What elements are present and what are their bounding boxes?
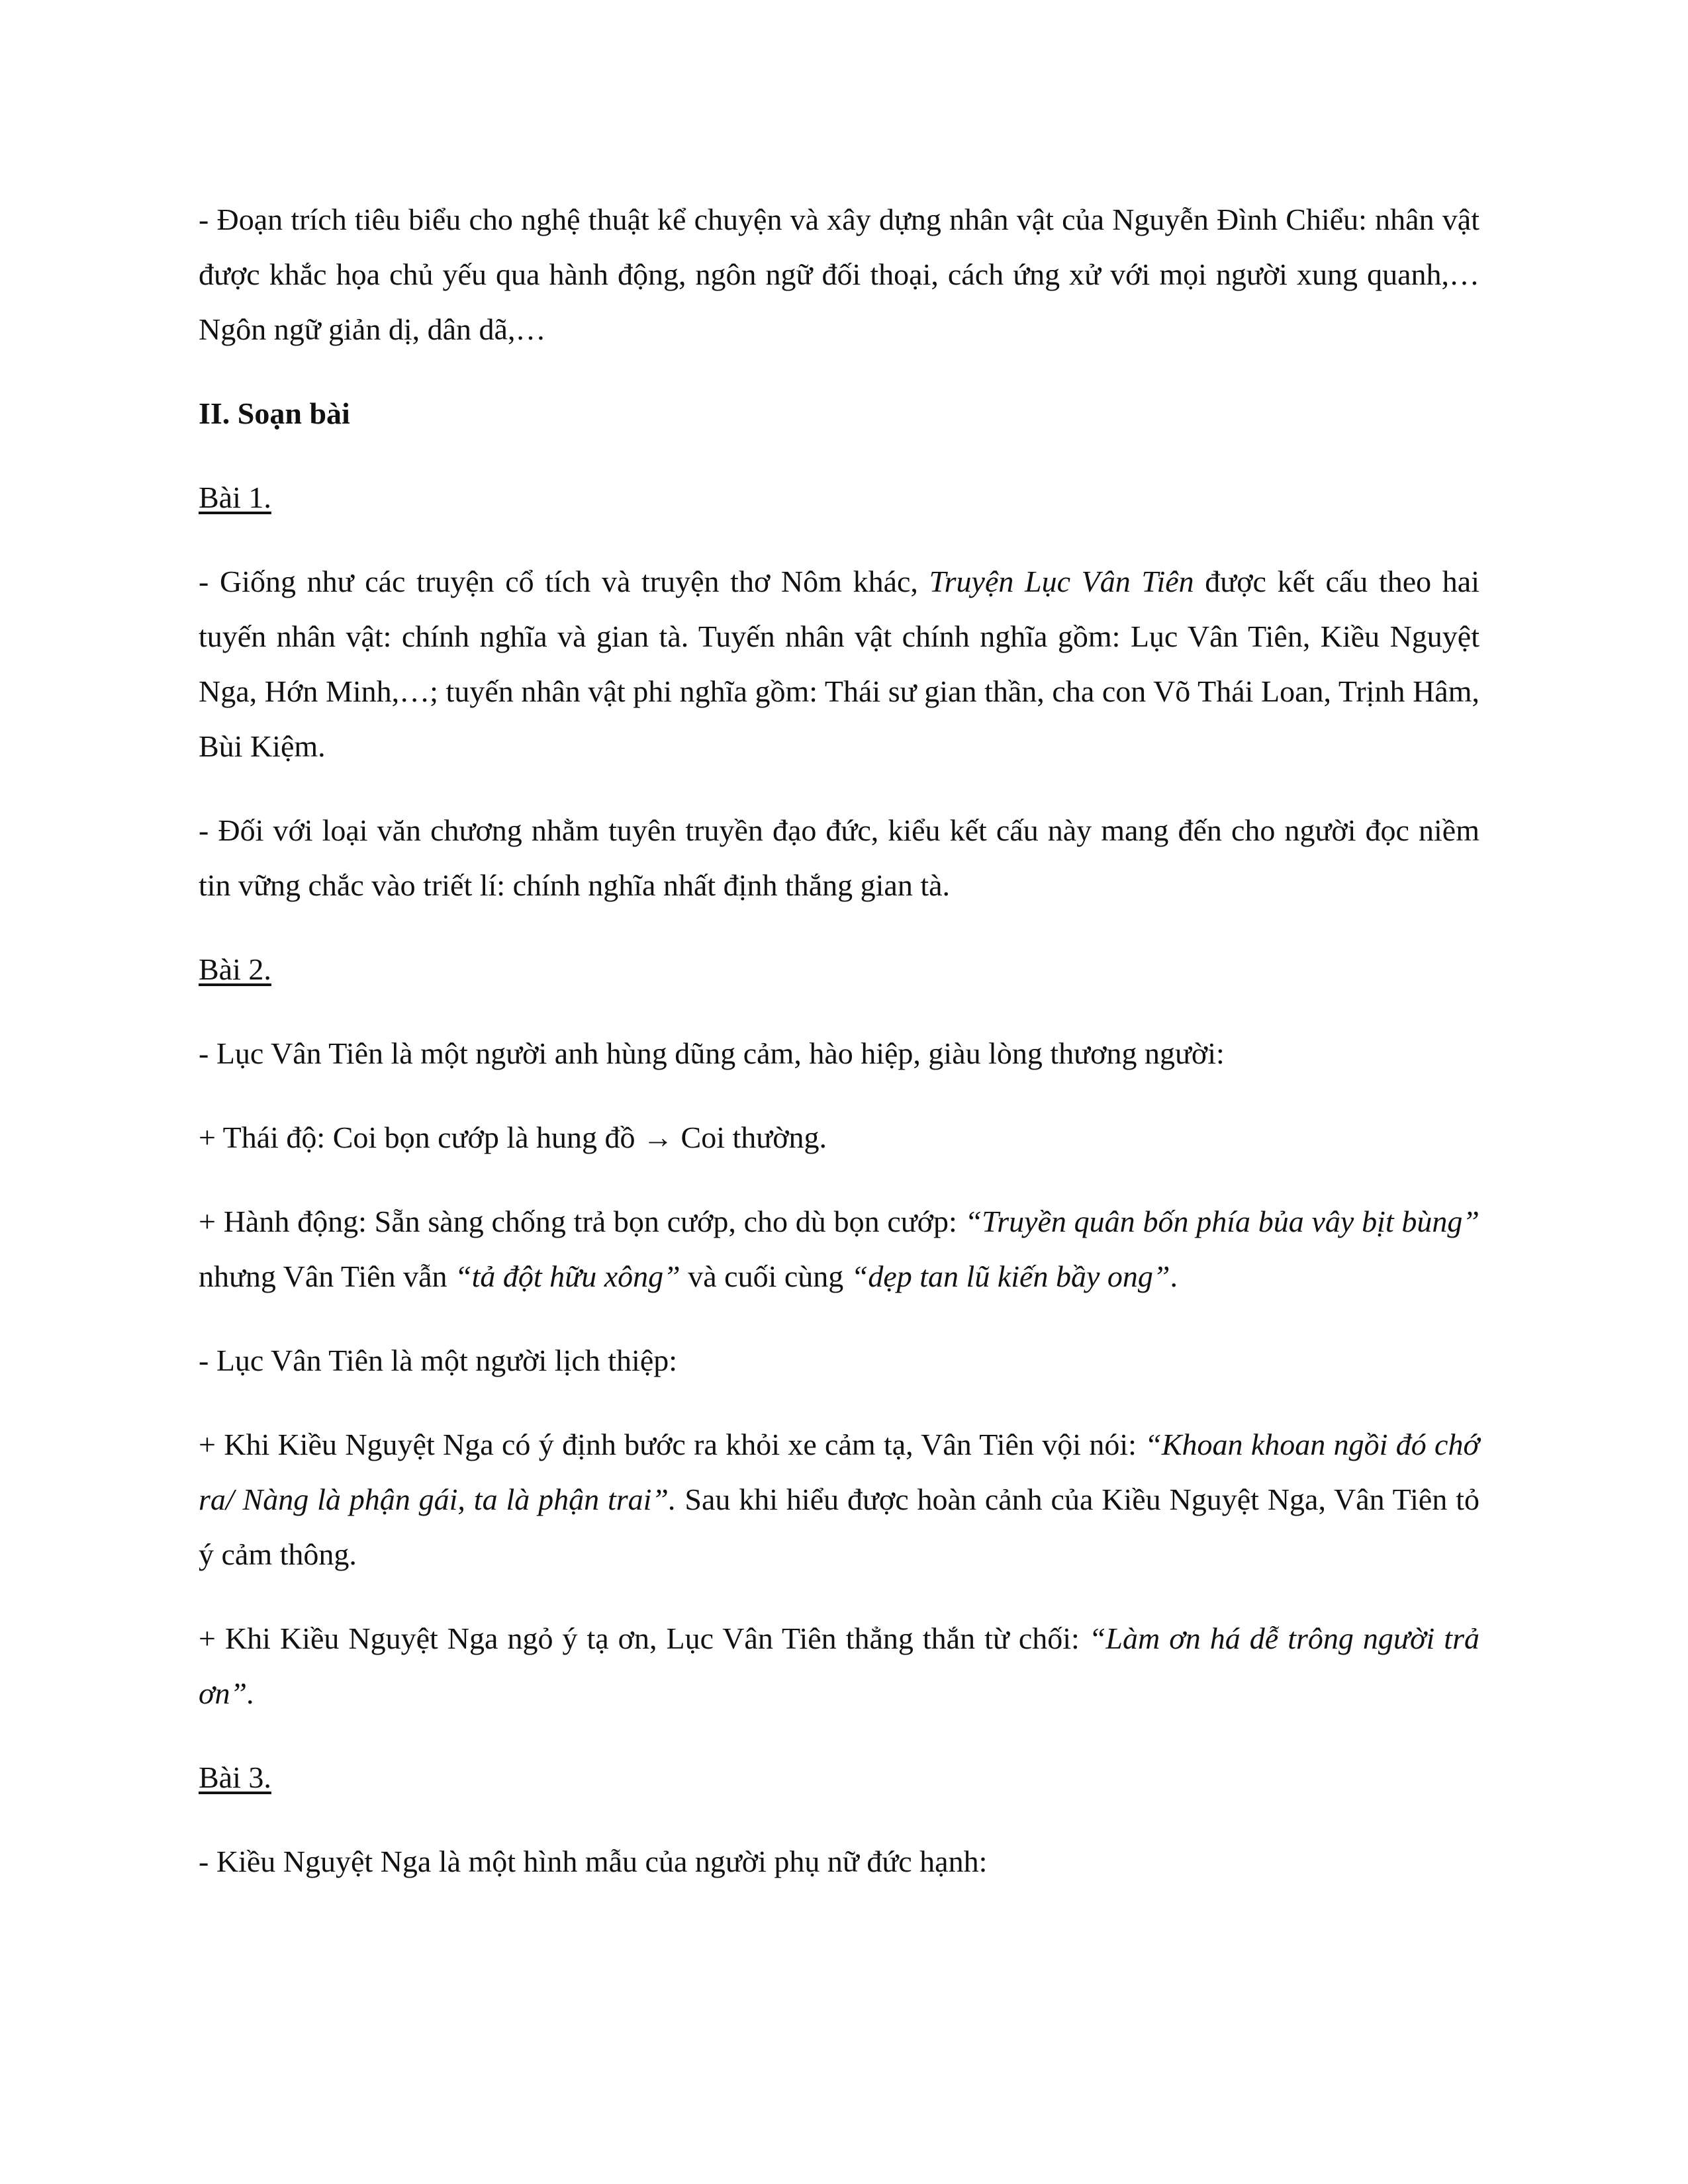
paragraph-bai2-hero — [199, 1026, 1479, 1081]
document-page — [199, 192, 1479, 1918]
quoted-text: “Khoan khoan ngồi đó chớ ra/ Nàng là phận gái, ta là phận trai”. — [199, 1428, 1479, 1516]
quoted-text: “dẹp tan lũ kiến bầy ong” — [851, 1259, 1170, 1293]
paragraph-summary-art — [199, 192, 1479, 357]
text-run: + Hành động: Sẵn sàng chống trả bọn cướp, cho dù bọn cướp: — [199, 1205, 965, 1238]
quoted-text: “Làm ơn há dễ trông người trả ơn”. — [199, 1621, 1479, 1710]
paragraph-bai1-meaning — [199, 803, 1479, 913]
paragraph-bai2-action — [199, 1194, 1479, 1304]
paragraph-bai1-structure — [199, 554, 1479, 774]
text-run: - Kiều Nguyệt Nga là một hình mẫu của người phụ nữ đức hạnh: — [199, 1844, 988, 1878]
text-run: Sau khi hiểu được hoàn cảnh của Kiều Nguyệt Nga, Vân Tiên tỏ ý cảm thông. — [199, 1482, 1480, 1571]
text-run: Bài 3. — [199, 1760, 271, 1794]
section-heading-soan-bai — [199, 386, 1479, 441]
paragraph-bai2-attitude — [199, 1110, 1479, 1165]
text-run: - Lục Vân Tiên là một người lịch thiệp: — [199, 1343, 678, 1377]
text-run: + Khi Kiều Nguyệt Nga ngỏ ý tạ ơn, Lục Vân Tiên thẳng thắn từ chối: — [199, 1621, 1089, 1655]
text-run: - Đoạn trích tiêu biểu cho nghệ thuật kể chuyện và xây dựng nhân vật của Nguyễn Đình Chiểu: nhân vật được khắc họa chủ yếu qua hành động, ngôn ngữ đối thoại, cách ứng xử với mọi người xung quanh,… Ngôn ngữ giản dị, dân dã,… — [199, 203, 1479, 346]
text-run: + Khi Kiều Nguyệt Nga có ý định bước ra khỏi xe cảm tạ, Vân Tiên vội nói: — [199, 1428, 1145, 1461]
subheading-bai-2 — [199, 942, 1479, 997]
text-run: nhưng Vân Tiên vẫn — [199, 1259, 455, 1293]
subheading-bai-1 — [199, 470, 1479, 525]
text-run: + Thái độ: Coi bọn cướp là hung đồ → Coi thường. — [199, 1120, 827, 1154]
text-run: được kết cấu theo hai tuyến nhân vật: chính nghĩa và gian tà. Tuyến nhân vật chính nghĩa gồm: Lục Vân Tiên, Kiều Nguyệt Nga, Hớn Minh,…; tuyến nhân vật phi nghĩa gồm: Thái sư gian thần, cha con Võ Thái Loan, Trịnh Hâm, Bùi Kiệm. — [199, 565, 1479, 763]
subheading-bai-3 — [199, 1750, 1479, 1805]
text-run: Bài 1. — [199, 480, 271, 514]
text-run: - Giống như các truyện cổ tích và truyện thơ Nôm khác, — [199, 565, 929, 598]
paragraph-bai2-polite-1 — [199, 1417, 1479, 1582]
paragraph-bai2-polite — [199, 1333, 1479, 1388]
text-run: Bài 2. — [199, 952, 271, 986]
quoted-text: Truyện Lục Vân Tiên — [929, 565, 1194, 598]
paragraph-bai3-virtuous — [199, 1834, 1479, 1889]
paragraph-bai2-polite-2 — [199, 1611, 1479, 1721]
text-run: II. Soạn bài — [199, 396, 350, 430]
text-run: - Lục Vân Tiên là một người anh hùng dũng cảm, hào hiệp, giàu lòng thương người: — [199, 1036, 1225, 1070]
quoted-text: “Truyền quân bốn phía bủa vây bịt bùng” — [964, 1205, 1480, 1238]
text-run: . — [1170, 1259, 1178, 1293]
text-run: - Đối với loại văn chương nhằm tuyên truyền đạo đức, kiểu kết cấu này mang đến cho người đọc niềm tin vững chắc vào triết lí: chính nghĩa nhất định thắng gian tà. — [199, 813, 1479, 902]
text-run: và cuối cùng — [680, 1259, 851, 1293]
quoted-text: “tả đột hữu xông” — [455, 1259, 680, 1293]
